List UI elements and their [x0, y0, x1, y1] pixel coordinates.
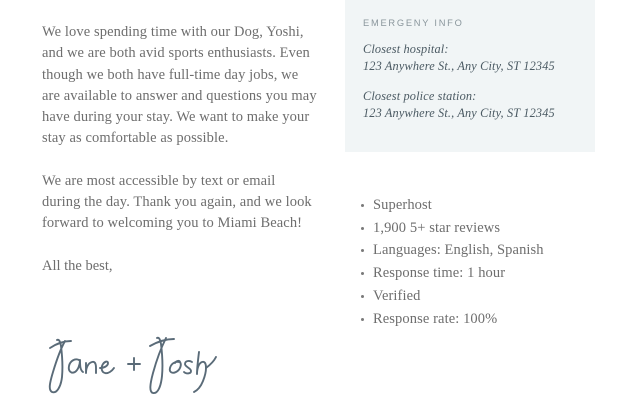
list-item: Response rate: 100% [360, 308, 630, 331]
list-item: Superhost [360, 194, 630, 217]
police-label: Closest police station: [363, 89, 477, 103]
emergency-entry-police [363, 88, 577, 121]
list-item: Languages: English, Spanish [360, 239, 630, 262]
hospital-label: Closest hospital: [363, 42, 449, 56]
hospital-address: 123 Anywhere St., Any City, ST 12345 [363, 58, 555, 73]
list-item: 1,900 5+ star reviews [360, 217, 630, 240]
signature-script-icon [42, 332, 218, 394]
letter-body [42, 22, 317, 277]
emergency-info-heading: EMERGENY INFO [363, 18, 464, 28]
list-item: Verified [360, 285, 630, 308]
police-address: 123 Anywhere St., Any City, ST 12345 [363, 105, 555, 120]
signature [42, 332, 322, 394]
letter-paragraph-2: We are most accessible by text or email during the day. Thank you again, and we look forward to welcoming you to Miami Beach! [42, 172, 312, 232]
letter-signoff: All the best, [42, 257, 113, 274]
list-item: Response time: 1 hour [360, 262, 630, 285]
emergency-info-card [345, 0, 595, 152]
letter-paragraph-1: We love spending time with our Dog, Yoshi, and we are both avid sports enthusiasts. Even though we both have full-time day jobs, we are available to answer and questions you may have during your stay. We want to make your stay as comfortable as possible. [42, 24, 317, 147]
emergency-entry-hospital [363, 41, 577, 74]
host-facts-list [360, 194, 630, 330]
